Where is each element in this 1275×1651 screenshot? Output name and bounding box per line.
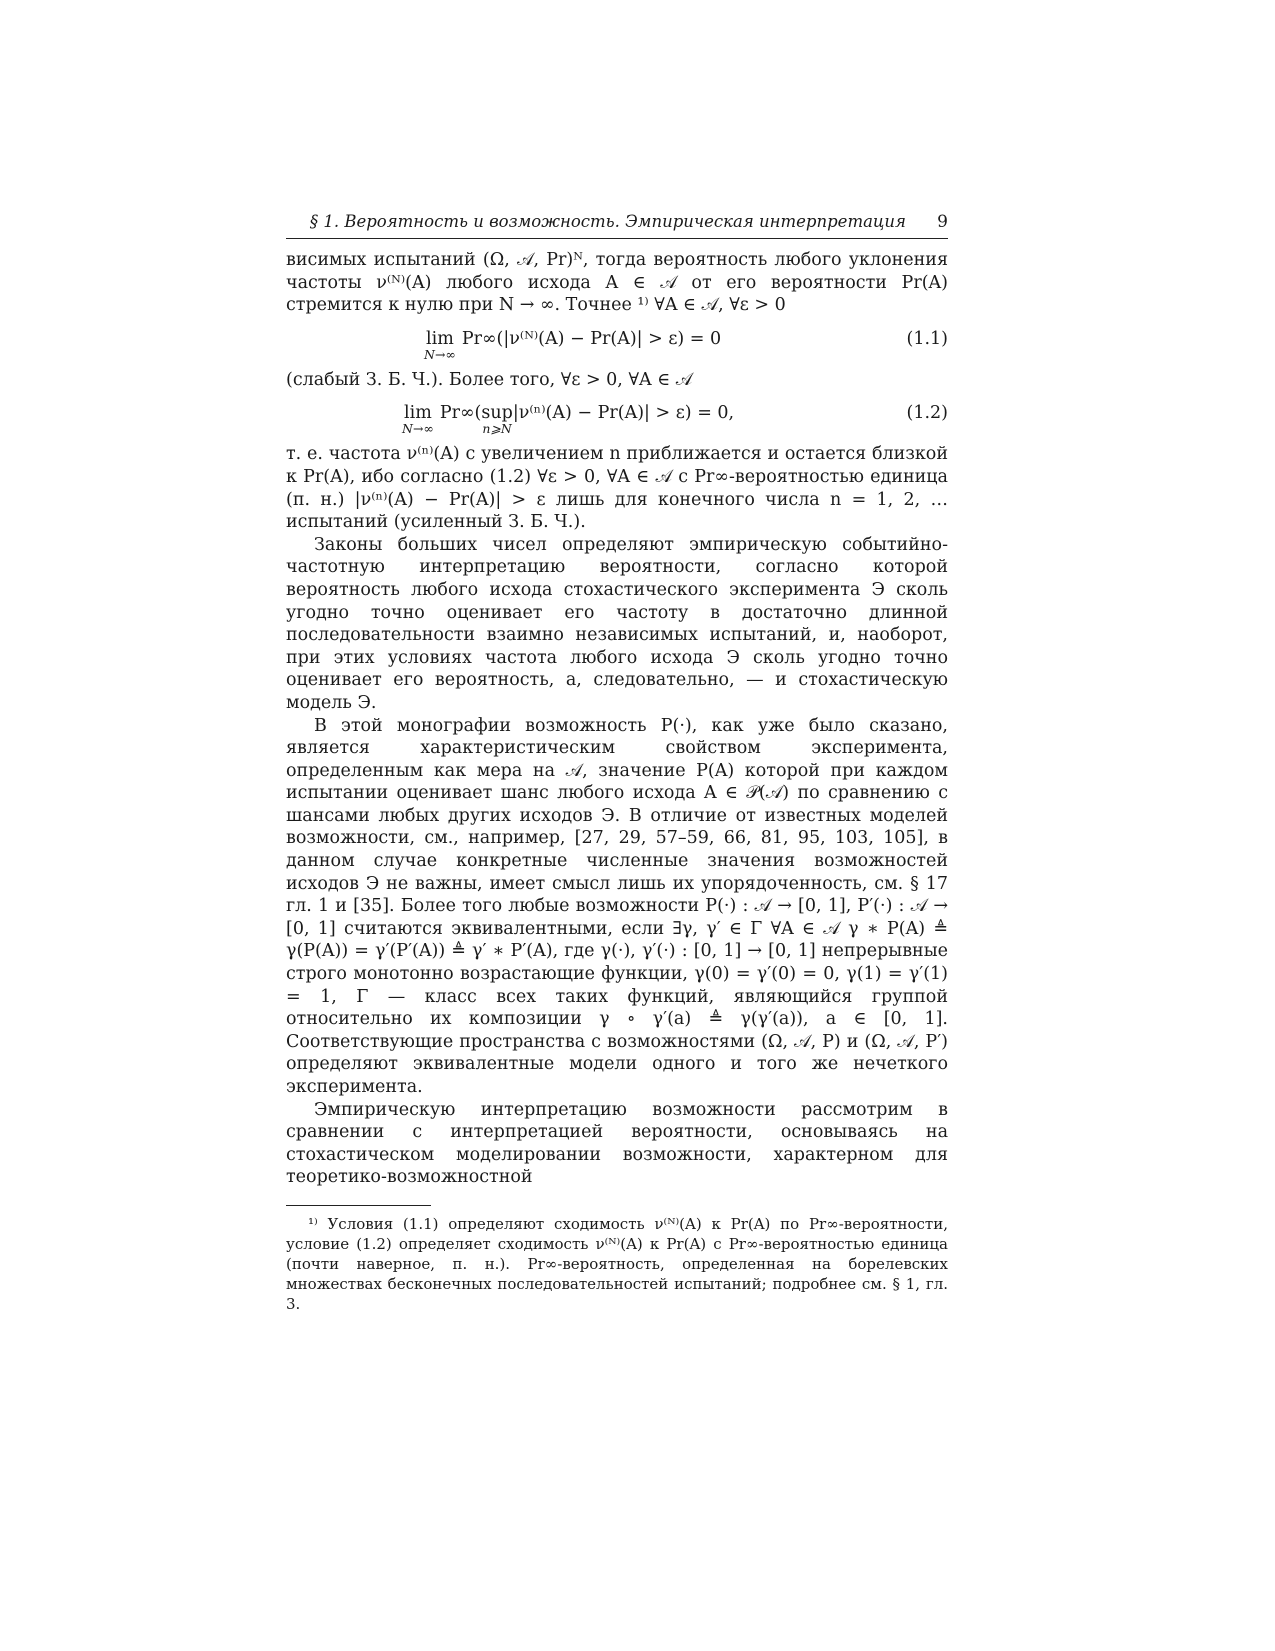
paragraph-2: (слабый З. Б. Ч.). Более того, ∀ε > 0, ∀A ∈ 𝒜 xyxy=(286,369,693,390)
eq1-body: Pr∞(|ν⁽ᴺ⁾(A) − Pr(A)| > ε) = 0 xyxy=(461,328,722,349)
equation-1-1 xyxy=(286,323,948,363)
eq2-body: |ν⁽ⁿ⁾(A) − Pr(A)| > ε) = 0, xyxy=(512,403,735,424)
eq2-limit: lim N→∞ xyxy=(402,403,434,437)
eq2-sup-subscript: n⩾N xyxy=(482,421,512,437)
eq2-sup: sup n⩾N xyxy=(481,403,513,437)
page-number: 9 xyxy=(937,212,948,232)
paragraph-3: т. е. частота ν⁽ⁿ⁾(A) с увеличением n приближается и остается близкой к Pr(A), ибо согласно (1.2) ∀ε > 0, ∀A ∈ 𝒜 с Pr∞-вероятностью единица (п. н.) |ν⁽ⁿ⁾(A) − Pr(A)| > ε лишь для конечного числа n = 1, 2, … испытаний (усиленный З. Б. Ч.). xyxy=(286,444,948,533)
paragraph-4: Законы больших чисел определяют эмпирическую событийно-частотную интерпретацию вероятности, согласно которой вероятность любого исхода стохастического эксперимента Э сколь угодно точно оценивает его частоту в достаточно длинной последовательности взаимно независимых испытаний, и, наоборот, при этих условиях частота любого исхода Э сколь угодно точно оценивает его вероятность, а, следовательно, — и стохастическую модель Э. xyxy=(286,534,948,713)
eq2-number: (1.2) xyxy=(906,403,948,424)
running-title: § 1. Вероятность и возможность. Эмпирическая интерпретация xyxy=(309,212,906,231)
eq1-limit: lim N→∞ xyxy=(424,328,456,362)
eq2-limit-subscript: N→∞ xyxy=(402,421,434,437)
eq1-limit-subscript: N→∞ xyxy=(424,346,456,362)
paragraph-6: Эмпирическую интерпретацию возможности рассмотрим в сравнении с интерпретацией вероятности, основываясь на стохастическом моделировании возможности, характерном для теоретико-возможностной xyxy=(286,1099,948,1188)
equation-1-2 xyxy=(286,397,948,437)
running-header xyxy=(286,212,948,239)
page xyxy=(286,212,948,1329)
footnote: ¹⁾ Условия (1.1) определяют сходимость ν⁽ᴺ⁾(A) к Pr(A) по Pr∞-вероятности, условие (1.2) определяет сходимость ν⁽ᴺ⁾(A) к Pr(A) с Pr∞-вероятностью единица (почти наверное, п. н.). Pr∞-вероятность, определенная на борелевских множествах бесконечных последовательностей испытаний; подробнее см. § 1, гл. 3. xyxy=(286,1214,948,1313)
eq1-number: (1.1) xyxy=(906,328,948,349)
eq2-prefix: Pr∞( xyxy=(439,403,482,424)
paragraph-5: В этой монографии возможность P(·), как уже было сказано, является характеристическим свойством эксперимента, определенным как мера на 𝒜, значение P(A) которой при каждом испытании оценивает шанс любого исхода A ∈ 𝒫(𝒜) по сравнению с шансами любых других исходов Э. В отличие от известных моделей возможности, см., например, [27, 29, 57–59, 66, 81, 95, 103, 105], в данном случае конкретные численные значения возможностей исходов Э не важны, имеет смысл лишь их упорядоченность, см. § 17 гл. 1 и [35]. Более того любые возможности P(·) : 𝒜 → [0, 1], P′(·) : 𝒜 → [0, 1] считаются эквивалентными, если ∃γ, γ′ ∈ Γ ∀A ∈ 𝒜 γ ∗ P(A) ≜ γ(P(A)) = γ′(P′(A)) ≜ γ′ ∗ P′(A), где γ(·), γ′(·) : [0, 1] → [0, 1] непрерывные строго монотонно возрастающие функции, γ(0) = γ′(0) = 0, γ(1) = γ′(1) = 1, Γ — класс всех таких функций, являющийся группой относительно их композиции γ ∘ γ′(a) ≜ γ(γ′(a)), a ∈ [0, 1]. Соответствующие пространства с возможностями (Ω, 𝒜, P) и (Ω, 𝒜, P′) определяют эквивалентные модели одного и того же нечеткого эксперимента. xyxy=(286,715,948,1097)
paragraph-1: висимых испытаний (Ω, 𝒜, Pr)ᴺ, тогда вероятность любого уклонения частоты ν⁽ᴺ⁾(A) любого исхода A ∈ 𝒜 от его вероятности Pr(A) стремится к нулю при N → ∞. Точнее ¹⁾ ∀A ∈ 𝒜, ∀ε > 0 xyxy=(286,250,948,316)
footnote-rule xyxy=(286,1205,431,1206)
